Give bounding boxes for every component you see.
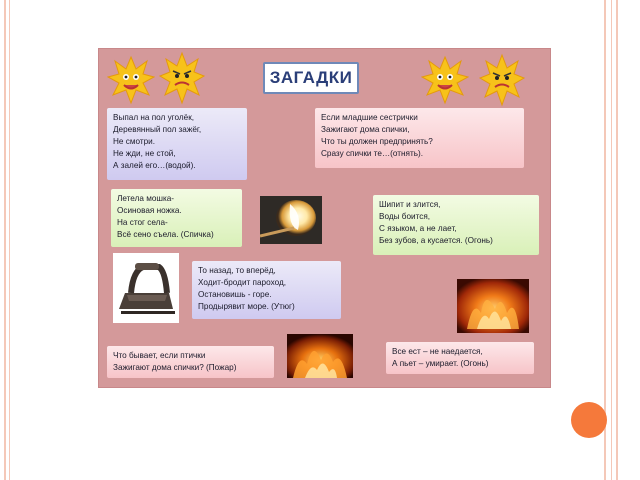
riddle-card [373,195,539,255]
fire-image [287,334,353,378]
sun-icon [479,53,525,107]
riddle-card [386,342,534,374]
riddle-line: Продырявит море. (Утюг) [198,302,295,311]
riddle-line: Выпал на пол уголёк, [113,113,195,122]
riddle-line: Все ест – не наедается, [392,347,483,356]
riddle-line: Ходит-бродит пароход, [198,278,286,287]
frame-stripe-right-thin [611,0,612,480]
riddle-line: Без зубов, а кусается. (Огонь) [379,236,493,245]
frame-stripe-right-outer [604,0,606,480]
riddle-line: Зажигают дома спички, [321,125,410,134]
riddle-line: Осиновая ножка. [117,206,182,215]
riddle-line: Не жди, не стой, [113,149,176,158]
riddle-line: Что бывает, если птички [113,351,206,360]
riddle-line: То назад, то вперёд, [198,266,276,275]
page-title: ЗАГАДКИ [263,62,359,94]
riddle-line: На стог села- [117,218,168,227]
riddle-card [111,189,242,247]
riddle-line: А залей его…(водой). [113,161,196,170]
slide-accent-dot [571,402,607,438]
riddle-card [107,108,247,180]
riddle-line: Деревянный пол зажёг, [113,125,202,134]
sun-icon [421,55,469,105]
riddle-line: Сразу спички те…(отнять). [321,149,423,158]
frame-stripe-right [616,0,618,480]
riddle-card [192,261,341,319]
riddle-line: Остановишь - горе. [198,290,272,299]
sun-icon [107,55,155,105]
frame-stripe-left [4,0,6,480]
riddle-line: Воды боится, [379,212,431,221]
iron-image [113,253,179,323]
riddle-line: А пьет – умирает. (Огонь) [392,359,489,368]
riddle-line: Зажигают дома спички? (Пожар) [113,363,237,372]
frame-stripe-left-thin [9,0,10,480]
match-flame-image [260,196,322,244]
riddle-line: Всё сено съела. (Спичка) [117,230,214,239]
riddle-card [315,108,524,168]
riddle-line: Не смотри. [113,137,155,146]
riddles-panel [98,48,551,388]
riddle-line: С языком, а не лает, [379,224,457,233]
riddle-line: Летела мошка- [117,194,174,203]
riddle-line: Что ты должен предпринять? [321,137,433,146]
riddle-line: Шипит и злится, [379,200,441,209]
riddle-line: Если младшие сестрички [321,113,418,122]
riddle-card [107,346,274,378]
sun-icon [159,51,205,105]
fire-image [457,279,529,333]
